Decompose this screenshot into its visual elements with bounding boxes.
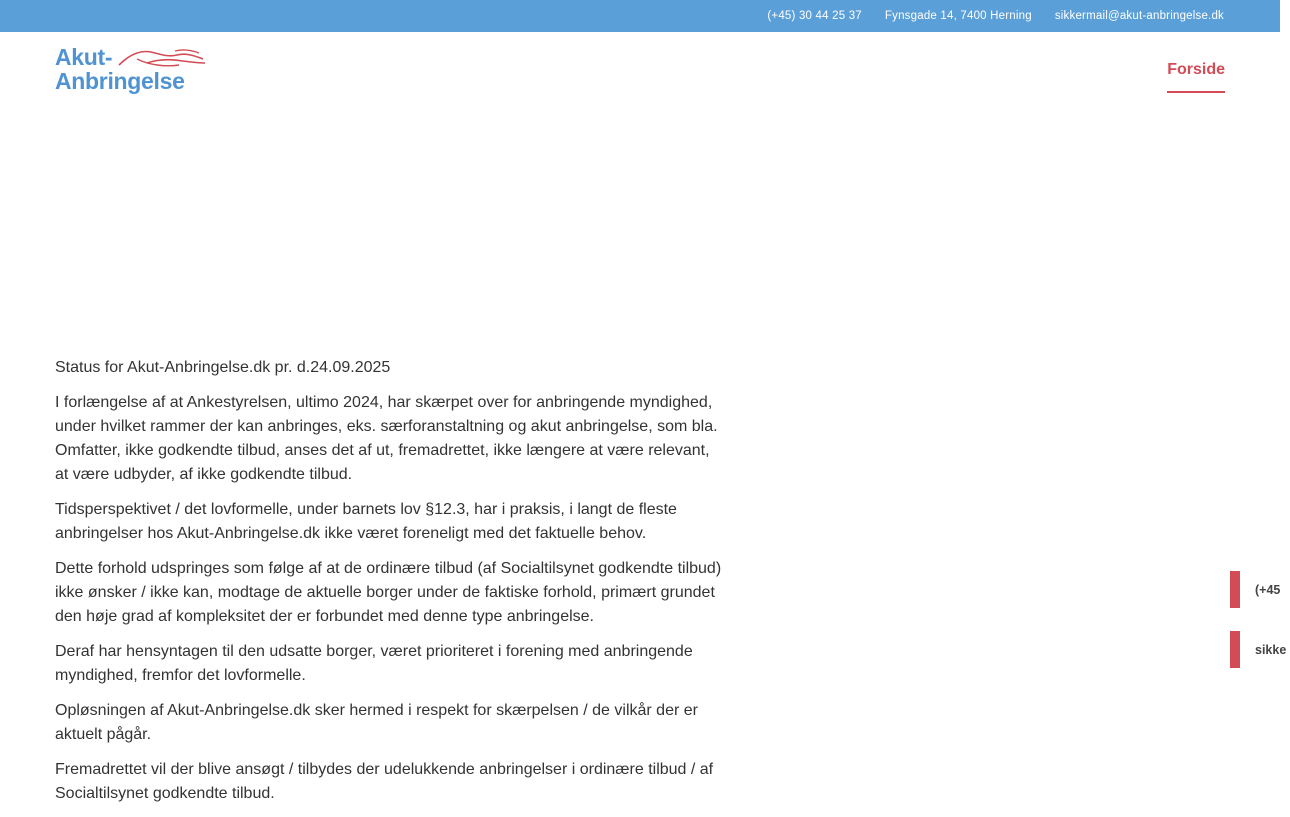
site-logo[interactable] <box>55 45 210 97</box>
logo-line-1: Akut- <box>55 44 113 70</box>
main-content <box>55 356 725 817</box>
status-heading: Status for Akut-Anbringelse.dk pr. d.24.09.2025 <box>55 359 391 376</box>
paragraph: Opløsningen af Akut-Anbringelse.dk sker hermed i respekt for skærpelsen / de vilkår der er aktuelt pågår. <box>55 702 698 743</box>
topbar-email[interactable]: sikkermail@akut-anbringelse.dk <box>1054 10 1224 22</box>
nav-item-forside[interactable]: Forside <box>1167 61 1225 93</box>
paragraph: Fremadrettet vil der blive ansøgt / tilbydes der udelukkende anbringelser i ordinære tilbud / af Socialtilsynet godkendte tilbud. <box>55 761 714 802</box>
paragraph: Tidsperspektivet / det lovformelle, under barnets lov §12.3, har i praksis, i langt de fleste anbringelser hos Akut-Anbringelse.dk ikke været foreneligt med det faktuelle behov. <box>55 501 677 542</box>
top-contact-bar <box>0 0 1280 32</box>
paragraph: I forlængelse af at Ankestyrelsen, ultimo 2024, har skærpet over for anbringende myndighed, under hvilket rammer der kan anbringes, eks. særforanstaltning og akut anbringelse, som bla. Omfatter, ikke godkendte tilbud, anses det af ut, fremadrettet, ikke længere at være relevant, at være udbyder, af ikke godkendte tilbud. <box>55 394 718 483</box>
paragraph: Deraf har hensyntagen til den udsatte borger, været prioriteret i forening med anbringende myndighed, fremfor det lovformelle. <box>55 643 693 684</box>
side-tab-accent <box>1230 631 1240 668</box>
side-tab-phone[interactable] <box>1230 571 1290 608</box>
side-tab-phone-label: (+45 <box>1255 582 1281 597</box>
hands-icon <box>117 45 207 71</box>
logo-line-2: Anbringelse <box>55 68 185 94</box>
side-tab-email-label: sikke <box>1255 642 1287 657</box>
topbar-address[interactable]: Fynsgade 14, 7400 Herning <box>884 10 1032 22</box>
topbar-phone[interactable]: (+45) 30 44 25 37 <box>767 10 862 22</box>
side-tab-accent <box>1230 571 1240 608</box>
site-header <box>0 32 1280 112</box>
paragraph: Dette forhold udspringes som følge af at de ordinære tilbud (af Socialtilsynet godkendte tilbud) ikke ønsker / ikke kan, modtage de aktuelle borger under de faktiske forhold, primært grundet den høje grad af kompleksitet der er forbundet med denne type anbringelse. <box>55 560 722 625</box>
side-tab-email[interactable] <box>1230 631 1290 668</box>
